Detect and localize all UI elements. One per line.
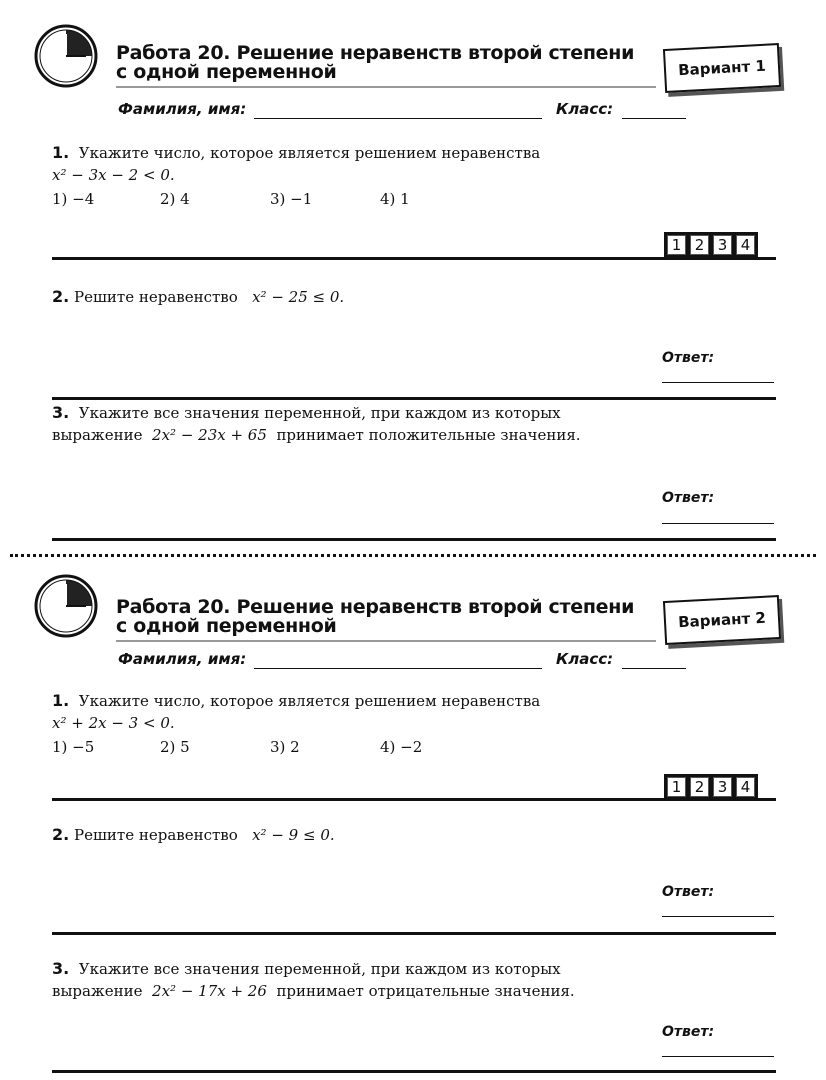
section-divider bbox=[52, 798, 776, 801]
section-divider bbox=[52, 538, 776, 541]
variant-label: Вариант 1 bbox=[663, 43, 781, 93]
answer-label: Ответ: bbox=[662, 490, 715, 506]
answer-field[interactable] bbox=[662, 916, 774, 917]
answer-field[interactable] bbox=[662, 523, 774, 524]
task-1-number: 1. bbox=[52, 143, 70, 162]
task-3-text: Укажите все значения переменной, при каждом из которых bbox=[78, 404, 561, 422]
option-3: 3) 2 bbox=[270, 738, 300, 756]
worksheet-title: Работа 20. Решение неравенств второй степени с одной переменной bbox=[116, 42, 635, 83]
answer-boxes bbox=[664, 774, 758, 800]
worksheet-title: Работа 20. Решение неравенств второй степени с одной переменной bbox=[116, 596, 635, 637]
option-1: 1) −4 bbox=[52, 190, 95, 208]
task-3-suffix: принимает отрицательные значения. bbox=[276, 982, 575, 1000]
answer-field[interactable] bbox=[662, 382, 774, 383]
clock-icon bbox=[34, 574, 98, 638]
task-3-suffix: принимает положительные значения. bbox=[276, 426, 581, 444]
answer-box-2[interactable]: 2 bbox=[690, 777, 709, 797]
option-3: 3) −1 bbox=[270, 190, 313, 208]
variant-label: Вариант 2 bbox=[663, 595, 781, 645]
title-underline bbox=[116, 640, 656, 642]
class-label: Класс: bbox=[556, 100, 614, 118]
answer-box-1[interactable]: 1 bbox=[667, 235, 686, 255]
task-3-text: Укажите все значения переменной, при каждом из которых bbox=[78, 960, 561, 978]
option-4: 4) 1 bbox=[380, 190, 410, 208]
section-divider bbox=[52, 932, 776, 935]
class-label: Класс: bbox=[556, 650, 614, 668]
task-2-text: Решите неравенство bbox=[74, 288, 238, 306]
answer-box-2[interactable]: 2 bbox=[690, 235, 709, 255]
task-1-text: Укажите число, которое является решением неравенства bbox=[78, 692, 541, 710]
task-2-expression: x² − 9 ≤ 0. bbox=[252, 826, 335, 844]
task-3-number: 3. bbox=[52, 403, 70, 422]
class-field[interactable] bbox=[622, 118, 686, 119]
task-3-expression: 2x² − 17x + 26 bbox=[152, 982, 267, 1000]
answer-box-4[interactable]: 4 bbox=[736, 777, 755, 797]
name-label: Фамилия, имя: bbox=[118, 100, 247, 118]
task-3-number: 3. bbox=[52, 959, 70, 978]
task-2 bbox=[52, 286, 344, 308]
task-2-expression: x² − 25 ≤ 0. bbox=[252, 288, 345, 306]
answer-label: Ответ: bbox=[662, 884, 715, 900]
option-4: 4) −2 bbox=[380, 738, 423, 756]
answer-box-1[interactable]: 1 bbox=[667, 777, 686, 797]
name-field[interactable] bbox=[254, 668, 542, 669]
answer-box-4[interactable]: 4 bbox=[736, 235, 755, 255]
section-divider bbox=[52, 257, 776, 260]
section-divider bbox=[52, 1070, 776, 1073]
task-1-expression: x² − 3x − 2 < 0. bbox=[52, 166, 175, 184]
task-2 bbox=[52, 824, 335, 846]
section-divider bbox=[52, 397, 776, 400]
task-3 bbox=[52, 402, 652, 446]
task-1-text: Укажите число, которое является решением неравенства bbox=[78, 144, 541, 162]
answer-label: Ответ: bbox=[662, 350, 715, 366]
task-3 bbox=[52, 958, 652, 1002]
name-label: Фамилия, имя: bbox=[118, 650, 247, 668]
task-3-prefix: выражение bbox=[52, 982, 143, 1000]
task-2-text: Решите неравенство bbox=[74, 826, 238, 844]
cut-line bbox=[10, 554, 816, 557]
option-2: 2) 5 bbox=[160, 738, 190, 756]
answer-box-3[interactable]: 3 bbox=[713, 235, 732, 255]
task-1-number: 1. bbox=[52, 691, 70, 710]
task-2-number: 2. bbox=[52, 825, 70, 844]
answer-field[interactable] bbox=[662, 1056, 774, 1057]
title-underline bbox=[116, 86, 656, 88]
clock-icon bbox=[34, 24, 98, 88]
option-1: 1) −5 bbox=[52, 738, 95, 756]
task-3-expression: 2x² − 23x + 65 bbox=[152, 426, 267, 444]
class-field[interactable] bbox=[622, 668, 686, 669]
task-1 bbox=[52, 142, 652, 186]
task-1-expression: x² + 2x − 3 < 0. bbox=[52, 714, 175, 732]
task-1 bbox=[52, 690, 652, 734]
answer-box-3[interactable]: 3 bbox=[713, 777, 732, 797]
task-2-number: 2. bbox=[52, 287, 70, 306]
option-2: 2) 4 bbox=[160, 190, 190, 208]
answer-label: Ответ: bbox=[662, 1024, 715, 1040]
task-3-prefix: выражение bbox=[52, 426, 143, 444]
name-field[interactable] bbox=[254, 118, 542, 119]
answer-boxes bbox=[664, 232, 758, 258]
